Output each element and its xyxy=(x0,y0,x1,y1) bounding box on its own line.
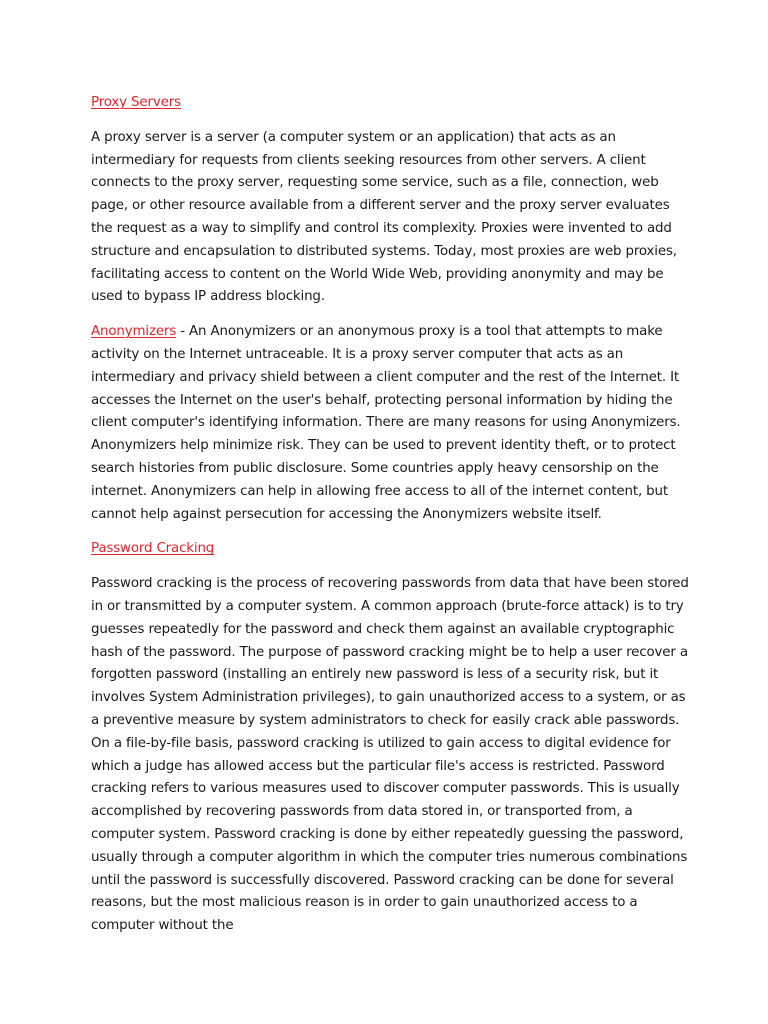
document-page xyxy=(91,92,691,950)
paragraph-password-cracking: Password cracking is the process of recovering passwords from data that have been stored in or transmitted by a computer system. A common approach (brute-force attack) is to try guesses repeatedly for the password and check them against an available cryptographic hash of the password. The purpose of password cracking might be to help a user recover a forgotten password (installing an entirely new password is less of a security risk, but it involves System Administration privileges), to gain unauthorized access to a system, or as a preventive measure by system administrators to check for easily crack able passwords. On a file-by-file basis, password cracking is utilized to gain access to digital evidence for which a judge has allowed access but the particular file's access is restricted. Password cracking refers to various measures used to discover computer passwords. This is usually accomplished by recovering passwords from data stored in, or transported from, a computer system. Password cracking is done by either repeatedly guessing the password, usually through a computer algorithm in which the computer tries numerous combinations until the password is successfully discovered. Password cracking can be done for several reasons, but the most malicious reason is in order to gain unauthorized access to a computer without the xyxy=(91,576,689,934)
paragraph-anonymizers-text: - An Anonymizers or an anonymous proxy is a tool that attempts to make activity on the Internet untraceable. It is a proxy server computer that acts as an intermediary and privacy shield between a client computer and the rest of the Internet. It accesses the Internet on the user's behalf, protecting personal information by hiding the client computer's identifying information. There are many reasons for using Anonymizers. Anonymizers help minimize risk. They can be used to prevent identity theft, or to protect search histories from public disclosure. Some countries apply heavy censorship on the internet. Anonymizers can help in allowing free access to all of the internet content, but cannot help against persecution for accessing the Anonymizers website itself. xyxy=(91,324,681,522)
heading-proxy-servers[interactable]: Proxy Servers xyxy=(91,95,181,110)
paragraph-anonymizers xyxy=(91,321,691,526)
paragraph-proxy-servers: A proxy server is a server (a computer system or an application) that acts as an intermediary for requests from clients seeking resources from other servers. A client connects to the proxy server, requesting some service, such as a file, connection, web page, or other resource available from a different server and the proxy server evaluates the request as a way to simplify and control its complexity. Proxies were invented to add structure and encapsulation to distributed systems. Today, most proxies are web proxies, facilitating access to content on the World Wide Web, providing anonymity and may be used to bypass IP address blocking. xyxy=(91,129,677,305)
heading-password-cracking[interactable]: Password Cracking xyxy=(91,541,215,557)
link-anonymizers[interactable]: Anonymizers xyxy=(91,324,177,340)
